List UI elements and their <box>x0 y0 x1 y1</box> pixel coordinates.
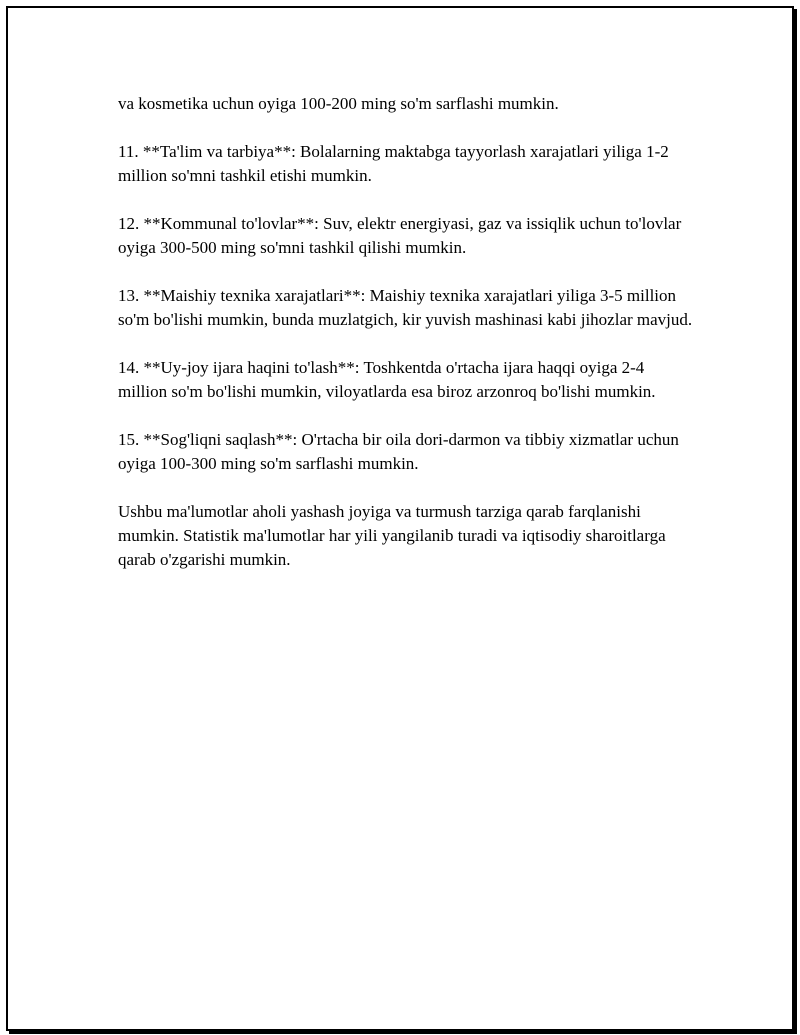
paragraph-item-13: 13. **Maishiy texnika xarajatlari**: Maishiy texnika xarajatlari yiliga 3-5 million so'm bo'lishi mumkin, bunda muzlatgich, kir yuvish mashinasi kabi jihozlar mavjud. <box>118 286 693 329</box>
paragraph-item-11: 11. **Ta'lim va tarbiya**: Bolalarning maktabga tayyorlash xarajatlari yiliga 1-2 million so'mni tashkil etishi mumkin. <box>118 142 669 185</box>
paragraph-continuation: va kosmetika uchun oyiga 100-200 ming so'm sarflashi mumkin. <box>118 94 559 113</box>
paragraph-item-15: 15. **Sog'liqni saqlash**: O'rtacha bir oila dori-darmon va tibbiy xizmatlar uchun oyiga 100-300 ming so'm sarflashi mumkin. <box>118 430 679 473</box>
paragraph-conclusion: Ushbu ma'lumotlar aholi yashash joyiga va turmush tarziga qarab farqlanishi mumkin. Statistik ma'lumotlar har yili yangilanib turadi va iqtisodiy sharoitlarga qarab o'zgarishi mumkin. <box>118 502 666 569</box>
paragraph-item-14: 14. **Uy-joy ijara haqini to'lash**: Toshkentda o'rtacha ijara haqqi oyiga 2-4 million so'm bo'lishi mumkin, viloyatlarda esa biroz arzonroq bo'lishi mumkin. <box>118 358 656 401</box>
document-body <box>118 92 693 596</box>
paragraph-item-12: 12. **Kommunal to'lovlar**: Suv, elektr energiyasi, gaz va issiqlik uchun to'lovlar oyiga 300-500 ming so'mni tashkil qilishi mumkin. <box>118 214 682 257</box>
